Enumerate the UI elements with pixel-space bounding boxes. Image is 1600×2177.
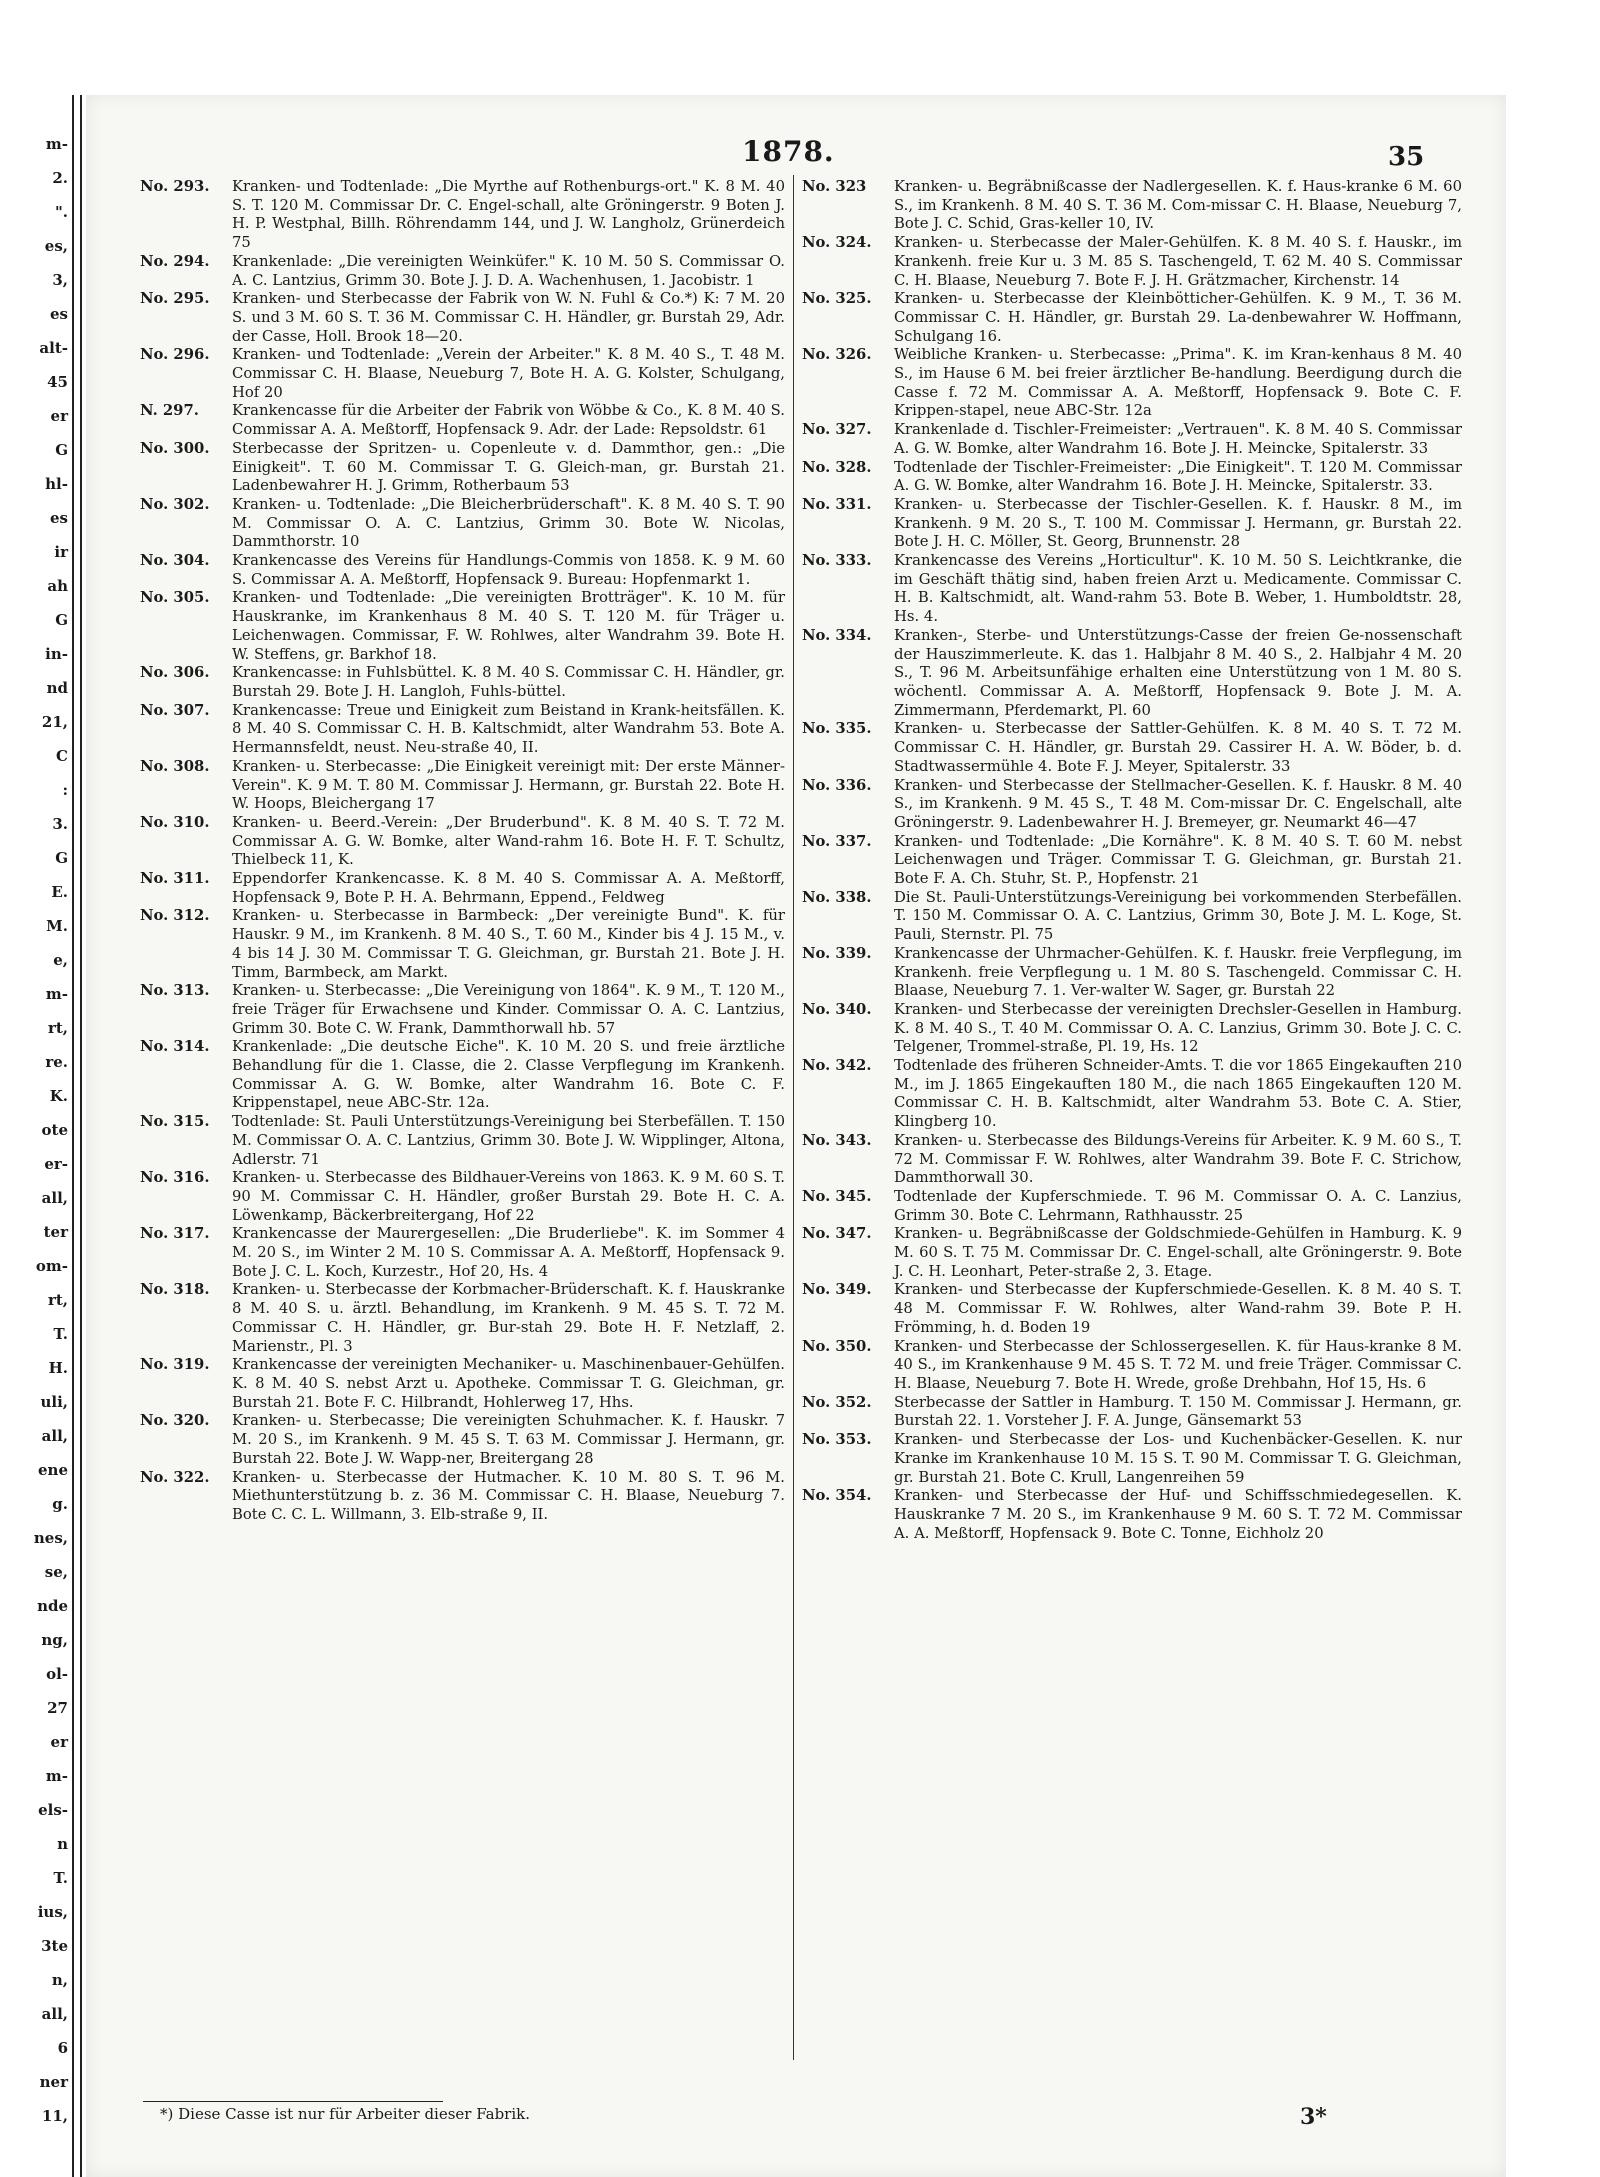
adjacent-page-text-fragment: n,: [51, 1971, 68, 1989]
entry-number: No. 300.: [140, 439, 210, 457]
register-entry: [802, 720, 1462, 776]
book-spine-edge: [72, 95, 74, 2177]
register-entry: [140, 402, 785, 439]
register-entry: [802, 234, 1462, 290]
adjacent-page-text-fragment: n: [57, 1835, 68, 1853]
adjacent-page-text-fragment: :: [62, 781, 68, 799]
entry-number: No. 324.: [802, 234, 872, 252]
entry-text: Todtenlade der Kupferschmiede. T. 96 M. Commissar O. A. C. Lanzius, Grimm 30. Bote C. Lehrmann, Rathhausstr. 25: [894, 1187, 1462, 1224]
register-entry: [140, 907, 785, 982]
entry-text: Kranken-, Sterbe- und Unterstützungs-Casse der freien Ge-nossenschaft der Hauszimmerleute. K. das 1. Halbjahr 8 M. 40 S., 2. Halbjahr 4 M. 20 S., T. 96 M. Arbeitsunfähige erhalten eine Unterstützung von 1 M. 80 S. wöchentl. Commissar A. A. Meßtorff, Hopfensack 9. Bote J. M. A. Zimmermann, Pferdemarkt, Pl. 60: [894, 626, 1462, 719]
entry-number: No. 342.: [802, 1057, 872, 1075]
entry-text: Kranken- u. Sterbecasse des Bildungs-Vereins für Arbeiter. K. 9 M. 60 S., T. 72 M. Commissar F. W. Rohlwes, alter Wandrahm 39. Bote F. C. Strichow, Dammthorwall 30.: [894, 1131, 1462, 1187]
adjacent-page-text-fragment: ir: [54, 543, 68, 561]
entry-number: No. 335.: [802, 720, 872, 738]
adjacent-page-text-fragment: re.: [45, 1053, 68, 1071]
entry-text: Kranken- und Sterbecasse der Los- und Kuchenbäcker-Gesellen. K. nur Kranke im Krankenhause 10 M. 15 S. T. 90 M. Commissar T. G. Gleichman, gr. Burstah 21. Bote C. Krull, Langenreihen 59: [894, 1431, 1462, 1486]
entry-text: Krankencasse des Vereins „Horticultur". K. 10 M. 50 S. Leichtkranke, die im Geschäft thätig sind, haben freien Arzt u. Medicamente. Commissar C. H. B. Kaltschmidt, alt. Wand-rahm 53. Bote B. Weber, 1. Humboldtstr. 28, Hs. 4.: [894, 552, 1462, 626]
entry-number: No. 338.: [802, 888, 872, 906]
adjacent-page-text-fragment: E.: [51, 883, 68, 901]
right-column-entries: [802, 178, 1462, 1543]
adjacent-page-text-fragment: all,: [41, 1189, 68, 1207]
register-entry: [802, 889, 1462, 945]
register-entry: [140, 1469, 785, 1525]
entry-number: No. 354.: [802, 1487, 872, 1505]
adjacent-page-text-fragment: ".: [54, 203, 68, 221]
adjacent-page-fragment: [0, 95, 72, 2177]
entry-number: No. 307.: [140, 701, 210, 719]
register-entry: [140, 758, 785, 814]
entry-number: No. 322.: [140, 1468, 210, 1486]
adjacent-page-text-fragment: K.: [49, 1087, 68, 1105]
register-entry: [140, 702, 785, 758]
entry-number: No. 316.: [140, 1169, 210, 1187]
entry-number: No. 327.: [802, 421, 872, 439]
adjacent-page-text-fragment: 3te: [41, 1937, 68, 1955]
entry-number: No. 314.: [140, 1038, 210, 1056]
entry-number: No. 315.: [140, 1113, 210, 1131]
adjacent-page-text-fragment: m-: [45, 1767, 68, 1785]
entry-text: Sterbecasse der Sattler in Hamburg. T. 150 M. Commissar J. Hermann, gr. Burstah 22. 1. Vorsteher J. F. A. Junge, Gänsemarkt 53: [894, 1393, 1462, 1430]
adjacent-page-text-fragment: rt,: [47, 1019, 68, 1037]
adjacent-page-text-fragment: els-: [38, 1801, 68, 1819]
adjacent-page-text-fragment: all,: [41, 1427, 68, 1445]
adjacent-page-text-fragment: g.: [52, 1495, 68, 1513]
entry-text: Kranken- u. Sterbecasse; Die vereinigten Schuhmacher. K. f. Hauskr. 7 M. 20 S., im Krankenh. 9 M. 45 S. T. 63 M. Commissar J. Hermann, gr. Burstah 22. Bote J. W. Wapp-ner, Breitergang 28: [232, 1412, 785, 1467]
entry-number: No. 304.: [140, 552, 210, 570]
adjacent-page-text-fragment: es: [50, 305, 68, 323]
adjacent-page-text-fragment: nes,: [33, 1529, 68, 1547]
adjacent-page-text-fragment: er: [50, 1733, 68, 1751]
book-spine-edge-inner: [80, 95, 82, 2177]
entry-number: No. 323: [802, 178, 867, 195]
entry-number: No. 353.: [802, 1431, 872, 1449]
entry-text: Kranken- u. Sterbecasse der Sattler-Gehülfen. K. 8 M. 40 S. T. 72 M. Commissar C. H. Händler, gr. Burstah 29. Cassirer H. A. W. Böder, b. d. Stadtwassermühle 4. Bote F. J. Meyer, Spitalerstr. 33: [894, 720, 1462, 775]
entry-number: No. 320.: [140, 1412, 210, 1430]
entry-text: Kranken- u. Sterbecasse der Hutmacher. K. 10 M. 80 S. T. 96 M. Miethunterstützung b. z. 36 M. Commissar C. H. Blaase, Neueburg 7. Bote C. C. L. Willmann, 3. Elb-straße 9, II.: [232, 1468, 785, 1523]
register-entry: [802, 459, 1462, 496]
register-entry: [140, 1169, 785, 1225]
entry-number: No. 328.: [802, 458, 872, 476]
register-entry: [140, 1113, 785, 1169]
entry-text: Kranken- und Sterbecasse der Kupferschmiede-Gesellen. K. 8 M. 40 S. T. 48 M. Commissar F. W. Rohlwes, alter Wand-rahm 39. Bote P. H. Frömming, h. d. Boden 19: [894, 1281, 1462, 1336]
entry-number: No. 295.: [140, 290, 210, 308]
entry-text: Kranken- und Sterbecasse der Huf- und Schiffsschmiedegesellen. K. Hauskranke 7 M. 20 S., im Krankenhause 9 M. 60 S. T. 72 M. Commissar A. A. Meßtorff, Hopfensack 9. Bote C. Tonne, Eichholz 20: [894, 1487, 1462, 1542]
entry-number: No. 339.: [802, 944, 872, 962]
entry-number: No. 306.: [140, 664, 210, 682]
adjacent-page-text-fragment: nd: [46, 679, 68, 697]
entry-text: Kranken- und Todtenlade: „Die vereinigten Brotträger". K. 10 M. für Hauskranke, im Krankenhaus 8 M. 40 S. T. 120 M. für Träger u. Leichenwagen. Commissar, F. W. Rohlwes, alter Wandrahm 39. Bote H. W. Steffens, gr. Barkhof 18.: [232, 589, 785, 663]
register-entry: [140, 290, 785, 346]
entry-text: Todtenlade des früheren Schneider-Amts. T. die vor 1865 Eingekauften 210 M., im J. 1865 Eingekauften 180 M., die nach 1865 Eingekauften 120 M. Commissar C. H. B. Kaltschmidt, alter Wandrahm 53. Bote C. A. Stier, Klingberg 10.: [894, 1057, 1462, 1131]
adjacent-page-text-fragment: er: [50, 407, 68, 425]
adjacent-page-text-fragment: rt,: [47, 1291, 68, 1309]
adjacent-page-text-fragment: alt-: [39, 339, 68, 357]
adjacent-page-text-fragment: e,: [53, 951, 68, 969]
adjacent-page-text-fragment: es,: [44, 237, 68, 255]
adjacent-page-text-fragment: 27: [47, 1699, 68, 1717]
entry-text: Krankencasse: Treue und Einigkeit zum Beistand in Krank-heitsfällen. K. 8 M. 40 S. Commissar C. H. B. Kaltschmidt, alter Wandrahm 53. Bote A. Hermannsfeldt, neust. Neu-straße 40, II.: [232, 701, 785, 757]
entry-text: Todtenlade der Tischler-Freimeister: „Die Einigkeit". T. 120 M. Commissar A. G. W. Bomke, alter Wandrahm 16. Bote J. H. Meincke, Spitalerstr. 33.: [894, 458, 1462, 495]
register-entry: [802, 178, 1462, 234]
adjacent-page-text-fragment: 3.: [52, 815, 68, 833]
entry-text: Todtenlade: St. Pauli Unterstützungs-Vereinigung bei Sterbefällen. T. 150 M. Commissar O. A. C. Lantzius, Grimm 30. Bote J. W. Wipplinger, Altona, Adlerstr. 71: [232, 1113, 785, 1168]
printer-signature-mark: 3*: [1300, 2104, 1327, 2130]
entry-number: N. 297.: [140, 402, 199, 420]
entry-number: No. 311.: [140, 870, 210, 888]
register-entry: [140, 1038, 785, 1113]
entry-number: No. 349.: [802, 1281, 872, 1299]
entry-text: Kranken- und Todtenlade: „Verein der Arbeiter." K. 8 M. 40 S., T. 48 M. Commissar C. H. Blaase, Neueburg 7, Bote H. A. G. Kolster, Schulgang, Hof 20: [232, 346, 785, 401]
register-entry: [802, 1431, 1462, 1487]
register-entry: [802, 1132, 1462, 1188]
running-year-header: 1878.: [742, 135, 835, 168]
entry-text: Krankencasse der vereinigten Mechaniker- u. Maschinenbauer-Gehülfen. K. 8 M. 40 S. nebst Arzt u. Apotheke. Commissar T. G. Gleichman, gr. Burstah 21. Bote F. C. Hilbrandt, Hohlerweg 17, Hhs.: [232, 1356, 785, 1411]
entry-number: No. 317.: [140, 1225, 210, 1243]
entry-number: No. 319.: [140, 1356, 210, 1374]
entry-text: Kranken- u. Sterbecasse in Barmbeck: „Der vereinigte Bund". K. für Hauskr. 9 M., im Krankenh. 8 M. 40 S., T. 60 M., Kinder bis 4 J. 15 M., v. 4 bis 14 J. 30 M. Commissar T. G. Gleichman, gr. Burstah 21. Bote J. H. Timm, Barmbeck, am Markt.: [232, 907, 785, 981]
register-entry: [802, 945, 1462, 1001]
entry-number: No. 325.: [802, 290, 872, 308]
register-entry: [140, 496, 785, 552]
register-entry: [140, 870, 785, 907]
entry-text: Sterbecasse der Spritzen- u. Copenleute v. d. Dammthor, gen.: „Die Einigkeit". T. 60 M. Commissar T. G. Gleich-man, gr. Burstah 21. Ladenbewahrer H. J. Grimm, Rotherbaum 53: [232, 439, 785, 495]
adjacent-page-text-fragment: ol-: [46, 1665, 68, 1683]
adjacent-page-text-fragment: ene: [38, 1461, 68, 1479]
entry-text: Kranken- u. Sterbecasse der Kleinbötticher-Gehülfen. K. 9 M., T. 36 M. Commissar C. H. Händler, gr. Burstah 29. La-denbewahrer W. Hoffmann, Schulgang 16.: [894, 290, 1462, 345]
entry-number: No. 343.: [802, 1131, 872, 1149]
adjacent-page-text-fragment: se,: [44, 1563, 68, 1581]
entry-number: No. 345.: [802, 1187, 872, 1205]
entry-text: Kranken- und Sterbecasse der Schlossergesellen. K. für Haus-kranke 8 M. 40 S., im Krankenhause 9 M. 45 S. T. 72 M. und freie Träger. Commissar C. H. Blaase, Neueburg 7. Bote H. Wrede, große Drehbahn, Hof 15, Hs. 6: [894, 1337, 1462, 1392]
register-entry: [802, 1394, 1462, 1431]
adjacent-page-text-fragment: 6: [57, 2039, 68, 2057]
entry-text: Krankencasse für die Arbeiter der Fabrik von Wöbbe & Co., K. 8 M. 40 S. Commissar A. A. Meßtorff, Hopfensack 9. Adr. der Lade: Repsoldstr. 61: [232, 402, 785, 439]
page-number: 35: [1388, 142, 1425, 172]
entry-text: Die St. Pauli-Unterstützungs-Vereinigung bei vorkommenden Sterbefällen. T. 150 M. Commissar O. A. C. Lantzius, Grimm 30, Bote J. M. L. Koge, St. Pauli, Sternstr. Pl. 75: [894, 888, 1462, 944]
footnote-rule: [143, 2101, 443, 2102]
register-entry: [140, 1225, 785, 1281]
adjacent-page-text-fragment: G: [55, 441, 68, 459]
entry-text: Kranken- und Sterbecasse der Fabrik von W. N. Fuhl & Co.*) K: 7 M. 20 S. und 3 M. 60 S. T. 36 M. Commissar C. H. Händler, gr. Burstah 29, Adr. der Casse, Holl. Brook 18—20.: [232, 290, 785, 345]
entry-text: Kranken- und Todtenlade: „Die Kornähre". K. 8 M. 40 S. T. 60 M. nebst Leichenwagen und Träger. Commissar T. G. Gleichman, gr. Burstah 21. Bote F. A. Ch. Stuhr, St. P., Hopfenstr. 21: [894, 832, 1462, 888]
register-entry: [802, 1188, 1462, 1225]
register-entry: [140, 1281, 785, 1356]
entry-text: Krankencasse des Vereins für Handlungs-Commis von 1858. K. 9 M. 60 S. Commissar A. A. Meßtorff, Hopfensack 9. Bureau: Hopfenmarkt 1.: [232, 552, 785, 588]
entry-number: No. 331.: [802, 495, 872, 513]
adjacent-page-text-fragment: ner: [39, 2073, 68, 2091]
register-entry: [140, 552, 785, 589]
entry-number: No. 347.: [802, 1225, 872, 1243]
entry-text: Kranken- u. Sterbecasse des Bildhauer-Vereins von 1863. K. 9 M. 60 S. T. 90 M. Commissar C. H. Händler, großer Burstah 29. Bote H. C. A. Löwenkamp, Bäckerbreitergang, Hof 22: [232, 1169, 785, 1224]
register-entry: [140, 982, 785, 1038]
adjacent-page-text-fragment: 21,: [41, 713, 68, 731]
adjacent-page-text-fragment: m-: [45, 985, 68, 1003]
adjacent-page-text-fragment: ng,: [41, 1631, 68, 1649]
adjacent-page-text-fragment: 45: [47, 373, 68, 391]
entry-number: No. 352.: [802, 1393, 872, 1411]
register-entry: [802, 1225, 1462, 1281]
entry-text: Kranken- und Sterbecasse der Stellmacher-Gesellen. K. f. Hauskr. 8 M. 40 S., im Krankenh. 9 M. 45 S., T. 48 M. Com-missar Dr. C. Engelschall, alte Gröningerstr. 9. Ladenbewahrer H. J. Bremeyer, gr. Neumarkt 46—47: [894, 776, 1462, 831]
column-divider: [793, 175, 794, 2060]
entry-text: Kranken- u. Beerd.-Verein: „Der Bruderbund". K. 8 M. 40 S. T. 72 M. Commissar A. G. W. Bomke, alter Wand-rahm 16. Bote H. F. T. Schultz, Thielbeck 11, K.: [232, 813, 785, 869]
adjacent-page-text-fragment: T.: [53, 1869, 68, 1887]
entry-number: No. 318.: [140, 1281, 210, 1299]
entry-text: Kranken- und Sterbecasse der vereinigten Drechsler-Gesellen in Hamburg. K. 8 M. 40 S., T. 40 M. Commissar O. A. C. Lanzius, Grimm 30. Bote J. C. C. Telgener, Trommel-straße, Pl. 19, Hs. 12: [894, 1000, 1462, 1056]
adjacent-page-text-fragment: nde: [37, 1597, 68, 1615]
adjacent-page-text-fragment: er-: [44, 1155, 68, 1173]
adjacent-page-text-fragment: ius,: [37, 1903, 68, 1921]
register-entry: [140, 1356, 785, 1412]
entry-text: Krankenlade: „Die deutsche Eiche". K. 10 M. 20 S. und freie ärztliche Behandlung für die 1. Classe, die 2. Classe Verpflegung im Krankenh. Commissar A. G. W. Bomke, alter Wandrahm 16. Bote C. F. Krippenstapel, neue ABC-Str. 12a.: [232, 1038, 785, 1112]
entry-text: Weibliche Kranken- u. Sterbecasse: „Prima". K. im Kran-kenhaus 8 M. 40 S., im Hause 6 M. bei freier ärztlicher Be-handlung. Beerdigung durch die Casse f. 72 M. Commissar A. A. Meßtorff, Hopfensack 9. Bote C. F. Krippen-stapel, neue ABC-Str. 12a: [894, 346, 1462, 420]
register-entry: [140, 346, 785, 402]
adjacent-page-text-fragment: es: [50, 509, 68, 527]
entry-number: No. 326.: [802, 346, 872, 364]
register-entry: [802, 346, 1462, 421]
adjacent-page-text-fragment: in-: [45, 645, 68, 663]
entry-text: Krankencasse der Uhrmacher-Gehülfen. K. f. Hauskr. freie Verpflegung, im Krankenh. freie Verpflegung u. 1 M. 80 S. Taschengeld. Commissar C. H. Blaase, Neueburg 7. 1. Ver-walter W. Sager, gr. Burstah 22: [894, 944, 1462, 1000]
entry-text: Krankencasse: in Fuhlsbüttel. K. 8 M. 40 S. Commissar C. H. Händler, gr. Burstah 29. Bote J. H. Langloh, Fuhls-büttel.: [232, 664, 785, 700]
footnote: *) Diese Casse ist nur für Arbeiter dieser Fabrik.: [160, 2105, 530, 2123]
register-entry: [802, 1487, 1462, 1543]
entry-number: No. 333.: [802, 552, 872, 570]
adjacent-page-text-fragment: G: [55, 611, 68, 629]
entry-text: Kranken- und Todtenlade: „Die Myrthe auf Rothenburgs-ort." K. 8 M. 40 S. T. 120 M. Commissar Dr. C. Engel-schall, alte Gröningerstr. 9 Boten J. H. P. Westphal, Billh. Röhrendamm 144, und J. W. Langholz, Grünerdeich 75: [232, 178, 785, 252]
register-entry: [802, 1057, 1462, 1132]
entry-number: No. 293.: [140, 178, 210, 195]
adjacent-page-text-fragment: m-: [45, 135, 68, 153]
entry-text: Kranken- u. Begräbnißcasse der Goldschmiede-Gehülfen in Hamburg. K. 9 M. 60 S. T. 75 M. Commissar Dr. C. Engel-schall, alte Gröningerstr. 9. Bote J. C. H. Leonhart, Peter-straße 2, 3. Etage.: [894, 1225, 1462, 1280]
entry-number: No. 302.: [140, 495, 210, 513]
register-entry: [802, 1001, 1462, 1057]
adjacent-page-text-fragment: ote: [41, 1121, 68, 1139]
entry-text: Kranken- u. Sterbecasse: „Die Vereinigung von 1864". K. 9 M., T. 120 M., freie Träger für Erwachsene und Kinder. Commissar O. A. C. Lantzius, Grimm 30. Bote C. W. Frank, Dammthorwall hb. 57: [232, 982, 785, 1037]
register-entry: [802, 290, 1462, 346]
entry-text: Eppendorfer Krankencasse. K. 8 M. 40 S. Commissar A. A. Meßtorff, Hopfensack 9, Bote P. H. A. Behrmann, Eppend., Feldweg: [232, 870, 785, 906]
register-entry: [802, 496, 1462, 552]
adjacent-page-text-fragment: 2.: [52, 169, 68, 187]
register-entry: [140, 814, 785, 870]
adjacent-page-text-fragment: uli,: [40, 1393, 68, 1411]
register-entry: [802, 627, 1462, 721]
adjacent-page-text-fragment: 3,: [52, 271, 68, 289]
entry-number: No. 334.: [802, 626, 872, 644]
adjacent-page-text-fragment: H.: [48, 1359, 68, 1377]
register-entry: [140, 1412, 785, 1468]
register-entry: [802, 1338, 1462, 1394]
left-column-entries: [140, 178, 785, 1525]
entry-number: No. 350.: [802, 1337, 872, 1355]
entry-text: Kranken- u. Sterbecasse der Maler-Gehülfen. K. 8 M. 40 S. f. Hauskr., im Krankenh. freie Kur u. 3 M. 85 S. Taschengeld, T. 62 M. 40 S. Commissar C. H. Blaase, Neueburg 7. Bote F. J. H. Grätzmacher, Kirchenstr. 14: [894, 234, 1462, 289]
register-entry: [140, 440, 785, 496]
entry-number: No. 305.: [140, 589, 210, 607]
entry-number: No. 340.: [802, 1000, 872, 1018]
entry-number: No. 294.: [140, 252, 210, 270]
entry-text: Kranken- u. Sterbecasse: „Die Einigkeit vereinigt mit: Der erste Männer-Verein". K. 9 M. T. 80 M. Commissar J. Hermann, gr. Burstah 22. Bote H. W. Hoops, Bleichergang 17: [232, 757, 785, 813]
register-entry: [802, 833, 1462, 889]
entry-number: No. 296.: [140, 346, 210, 364]
entry-text: Krankenlade d. Tischler-Freimeister: „Vertrauen". K. 8 M. 40 S. Commissar A. G. W. Bomke, alter Wandrahm 16. Bote J. H. Meincke, Spitalerstr. 33: [894, 421, 1462, 457]
entry-number: No. 336.: [802, 776, 872, 794]
entry-text: Kranken- u. Begräbnißcasse der Nadlergesellen. K. f. Haus-kranke 6 M. 60 S., im Krankenh. 8 M. 40 S. T. 36 M. Com-missar C. H. Blaase, Neueburg 7, Bote J. C. Schid, Gras-keller 10, IV.: [894, 178, 1462, 233]
adjacent-page-text-fragment: M.: [46, 917, 68, 935]
register-entry: [802, 1281, 1462, 1337]
register-entry: [140, 664, 785, 701]
adjacent-page-text-fragment: all,: [41, 2005, 68, 2023]
register-entry: [802, 552, 1462, 627]
entry-text: Kranken- u. Sterbecasse der Tischler-Gesellen. K. f. Hauskr. 8 M., im Krankenh. 9 M. 20 S., T. 100 M. Commissar J. Hermann, gr. Burstah 22. Bote J. H. C. Möller, St. Georg, Brunnenstr. 28: [894, 495, 1462, 551]
adjacent-page-text-fragment: ah: [47, 577, 68, 595]
entry-number: No. 308.: [140, 757, 210, 775]
adjacent-page-text-fragment: C: [56, 747, 68, 765]
register-entry: [140, 253, 785, 290]
entry-text: Kranken- u. Sterbecasse der Korbmacher-Brüderschaft. K. f. Hauskranke 8 M. 40 S. u. ärztl. Behandlung, im Krankenh. 9 M. 45 S. T. 72 M. Commissar C. H. Händler, gr. Bur-stah 29. Bote H. F. Netzlaff, 2. Marienstr., Pl. 3: [232, 1281, 785, 1355]
entry-text: Kranken- u. Todtenlade: „Die Bleicherbrüderschaft". K. 8 M. 40 S. T. 90 M. Commissar O. A. C. Lantzius, Grimm 30. Bote W. Nicolas, Dammthorstr. 10: [232, 495, 785, 551]
register-entry: [140, 589, 785, 664]
adjacent-page-text-fragment: 11,: [41, 2107, 68, 2125]
adjacent-page-text-fragment: hl-: [45, 475, 68, 493]
adjacent-page-text-fragment: om-: [35, 1257, 68, 1275]
entry-text: Krankenlade: „Die vereinigten Weinküfer." K. 10 M. 50 S. Commissar O. A. C. Lantzius, Grimm 30. Bote J. J. D. A. Wachenhusen, 1. Jacobistr. 1: [232, 252, 785, 289]
adjacent-page-text-fragment: T.: [53, 1325, 68, 1343]
entry-text: Krankencasse der Maurergesellen: „Die Bruderliebe". K. im Sommer 4 M. 20 S., im Winter 2 M. 10 S. Commissar A. A. Meßtorff, Hopfensack 9. Bote J. C. L. Koch, Kurzestr., Hof 20, Hs. 4: [232, 1225, 785, 1280]
register-entry: [802, 421, 1462, 458]
register-entry: [802, 777, 1462, 833]
register-entry: [140, 178, 785, 253]
adjacent-page-text-fragment: ter: [43, 1223, 68, 1241]
entry-number: No. 312.: [140, 907, 210, 925]
entry-number: No. 313.: [140, 982, 210, 1000]
entry-number: No. 310.: [140, 813, 210, 831]
adjacent-page-text-fragment: G: [55, 849, 68, 867]
entry-number: No. 337.: [802, 832, 872, 850]
